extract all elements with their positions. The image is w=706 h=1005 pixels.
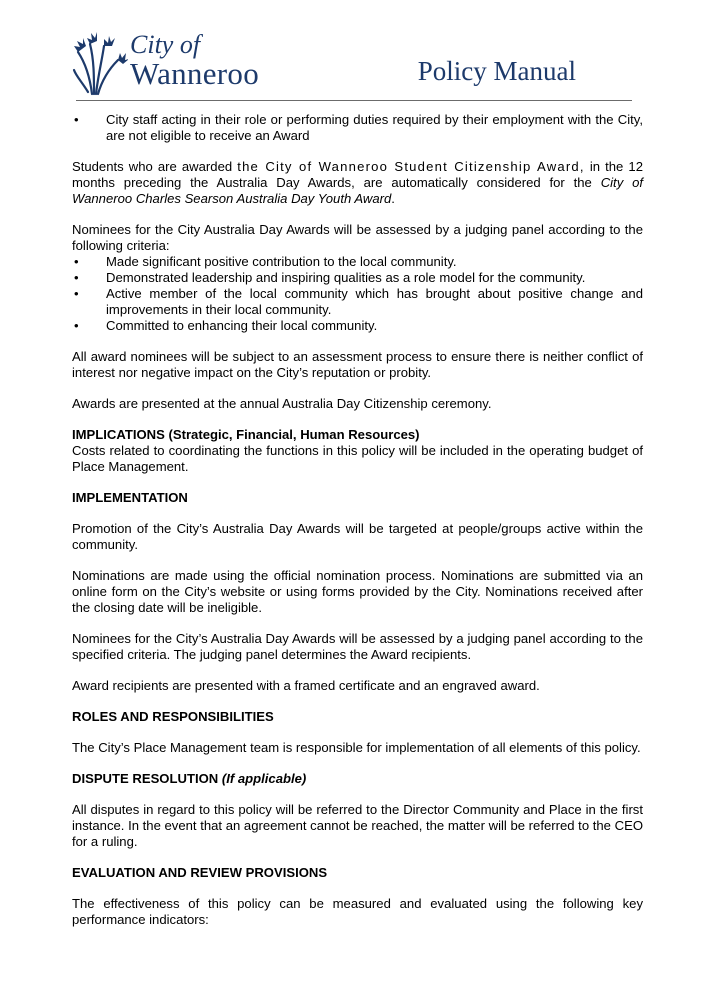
bullet-icon: • [74,112,79,127]
student-award-name: the City of Wanneroo Student Citizenship Award, [237,159,585,174]
logo-text-city-of: City of [130,30,201,59]
bullet-icon: • [74,286,79,301]
list-item [72,286,643,318]
list-item-text: Committed to enhancing their local community. [106,318,378,333]
paragraph-criteria-intro: Nominees for the City Australia Day Awards will be assessed by a judging panel according to the following criteria: [72,222,643,253]
logo-text-wanneroo: Wanneroo [130,56,260,91]
paragraph-assessment: All award nominees will be subject to an assessment process to ensure there is neither conflict of interest nor negative impact on the City’s reputation or probity. [72,349,643,380]
list-item-text: Active member of the local community which has brought about positive change and improvements in their local community. [106,286,643,317]
heading-dispute [72,771,643,787]
paragraph-recipients: Award recipients are presented with a framed certificate and an engraved award. [72,678,540,693]
list-item-text: Made significant positive contribution to the local community. [106,254,457,269]
paragraph-roles: The City’s Place Management team is responsible for implementation of all elements of this policy. [72,740,641,755]
paragraph-costs: Costs related to coordinating the functions in this policy will be included in the operating budget of Place Management. [72,443,643,474]
list-item [72,318,643,334]
list-item [72,254,643,270]
paragraph-kpi: The effectiveness of this policy can be measured and evaluated using the following key performance indicators: [72,896,643,927]
paragraph-promotion: Promotion of the City’s Australia Day Awards will be targeted at people/groups active within the community. [72,521,643,552]
paragraph-text: in the 12 months preceding the Australia Day Awards, are automatically considered for the [72,159,643,190]
heading-implementation: IMPLEMENTATION [72,490,188,505]
header-divider [76,100,632,101]
paragraph-text: . [391,191,395,206]
heading-roles: ROLES AND RESPONSIBILITIES [72,709,274,724]
list-item-text: Demonstrated leadership and inspiring qualities as a role model for the community. [106,270,586,285]
paragraph-text: Students who are awarded [72,159,238,174]
paragraph-ceremony: Awards are presented at the annual Australia Day Citizenship ceremony. [72,396,492,411]
kangaroo-paw-icon [72,30,128,96]
list-item [72,270,643,286]
city-logo [72,30,282,98]
heading-note: (If applicable) [221,771,307,786]
document-body [72,112,643,928]
paragraph-student-award [72,159,643,207]
heading-implications: IMPLICATIONS (Strategic, Financial, Human Resources) [72,427,420,442]
youth-award-name: City of Wanneroo Charles Searson Australia Day Youth Award [72,175,644,206]
page-title: Policy Manual [417,56,576,86]
list-item [72,112,643,144]
heading-text: DISPUTE RESOLUTION [72,771,222,786]
bullet-icon: • [74,318,79,333]
page-header [0,0,706,104]
paragraph-nominations: Nominations are made using the official nomination process. Nominations are submitted via an online form on the City’s website or using forms provided by the City. Nominations received after the closing date will be ineligible. [72,568,643,615]
list-item-text: City staff acting in their role or performing duties required by their employment with the City, are not eligible to receive an Award [106,112,643,143]
bullet-icon: • [74,254,79,269]
paragraph-judging: Nominees for the City’s Australia Day Awards will be assessed by a judging panel according to the specified criteria. The judging panel determines the Award recipients. [72,631,643,662]
paragraph-disputes: All disputes in regard to this policy will be referred to the Director Community and Place in the first instance. In the event that an agreement cannot be reached, the matter will be referred to the CEO for a ruling. [72,802,643,849]
bullet-icon: • [74,270,79,285]
heading-evaluation: EVALUATION AND REVIEW PROVISIONS [72,865,328,880]
